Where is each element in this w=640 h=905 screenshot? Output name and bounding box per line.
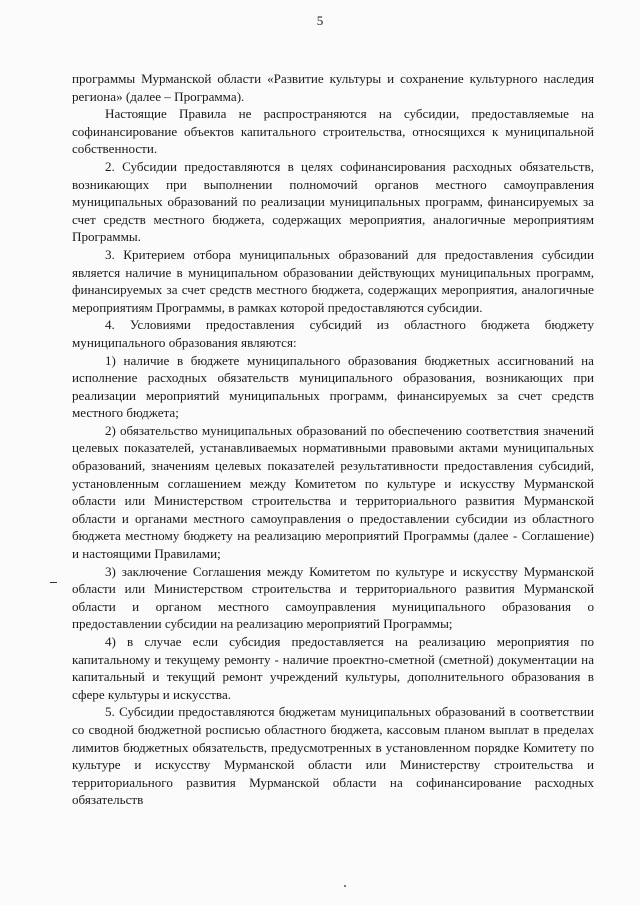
body-text (72, 70, 594, 809)
paragraph-clause-3: 3. Критерием отбора муниципальных образований для предоставления субсидии является наличие в муниципальном образовании действующих муниципальных программ, финансируемых за счет средств местного бюджета, содержащих мероприятия, аналогичные мероприятиям Программы, в рамках которой предоставляются субсидии. (72, 246, 594, 315)
paragraph-exclusion: Настоящие Правила не распространяются на субсидии, предоставляемые на софинансирование объектов капитального строительства, относящихся к муниципальной собственности. (72, 106, 594, 157)
paragraph-condition-2: 2) обязательство муниципальных образований по обеспечению соответствия значений целевых показателей, устанавливаемых нормативными правовыми актами муниципальных образований, значениям целевых показателей результативности предоставления субсидий, установленным соглашением между Комитетом по культуре и искусству Мурманской области или Министерством строительства и территориального развития Мурманской области и органами местного самоуправления о предоставлении субсидии из областного бюджета местному бюджету на реализацию мероприятий Программы (далее - Соглашение) и настоящими Правилами; (72, 422, 594, 562)
margin-mark (50, 582, 57, 583)
paragraph-clause-2: 2. Субсидии предоставляются в целях софинансирования расходных обязательств, возникающих при выполнении полномочий органов местного самоуправления муниципальных образований по реализации муниципальных программ, финансируемых за счет средств местного бюджета, содержащих мероприятия, аналогичные мероприятиям Программы. (72, 158, 594, 245)
scan-speck (344, 885, 346, 887)
paragraph-condition-3: 3) заключение Соглашения между Комитетом по культуре и искусству Мурманской области или Министерством строительства и территориального развития Мурманской области и органом местного самоуправления муниципального образования о предоставлении субсидии на реализацию мероприятий Программы; (72, 563, 594, 632)
paragraph-condition-1: 1) наличие в бюджете муниципального образования бюджетных ассигнований на исполнение расходных обязательств муниципального образования, возникающих при реализации мероприятий муниципальных программ, финансируемых за счет средств местного бюджета; (72, 352, 594, 421)
paragraph-clause-4: 4. Условиями предоставления субсидий из областного бюджета бюджету муниципального образования являются: (72, 317, 594, 350)
page-number: 5 (316, 13, 324, 28)
paragraph-condition-4: 4) в случае если субсидия предоставляется на реализацию мероприятия по капитальному и текущему ремонту - наличие проектно-сметной (сметной) документации на капитальный и текущий ремонт учреждений культуры, дополнительного образования в сфере культуры и искусства. (72, 634, 594, 702)
paragraph-continuation: программы Мурманской области «Развитие культуры и сохранение культурного наследия региона» (далее – Программа). (72, 71, 594, 104)
paragraph-clause-5: 5. Субсидии предоставляются бюджетам муниципальных образований в соответствии со сводной бюджетной росписью областного бюджета, кассовым планом выплат в пределах лимитов бюджетных обязательств, предусмотренных в установленном порядке Комитету по культуре и искусству Мурманской области или Министерству строительства и территориального развития Мурманской области на софинансирование расходных обязательств (72, 704, 594, 808)
